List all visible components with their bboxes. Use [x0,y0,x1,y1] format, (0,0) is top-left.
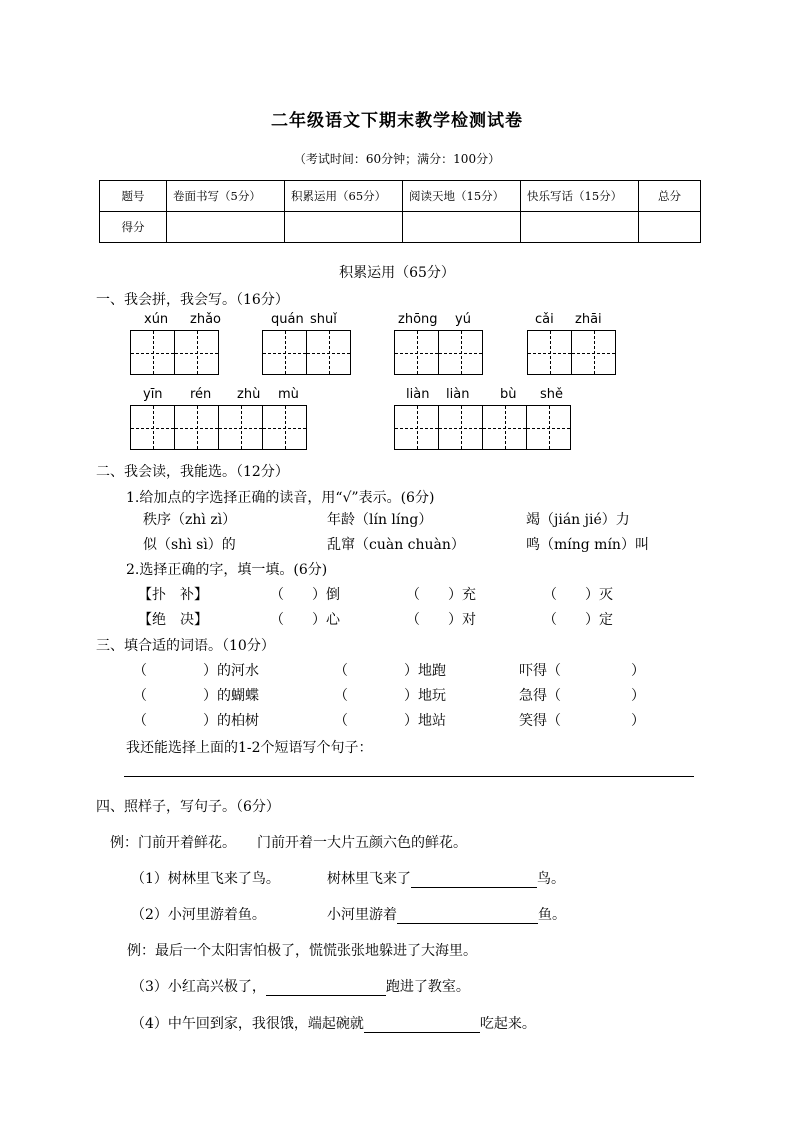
pinyin: zhǎo [190,312,221,327]
pronunciation-item[interactable]: 秩序（zhì zì） [143,512,237,528]
pinyin: yīn [143,387,163,402]
score-table-header: 阅读天地（15分） [403,181,521,212]
pinyin: xún [144,312,169,327]
phrase-blank[interactable]: （ ）地跑 [334,663,446,679]
sentence-text: 小河里游着 [327,907,397,923]
example-sentence: 例：最后一个太阳害怕极了，慌慌张张地躲进了大海里。 [127,943,477,959]
char-blank[interactable]: （ ）灭 [543,587,613,603]
pronunciation-item[interactable]: 鸣（míng mín）叫 [526,537,649,553]
part-title: 积累运用（65分） [339,265,455,281]
score-cell[interactable] [639,212,701,243]
pronunciation-item[interactable]: 年龄（lín líng） [327,512,433,528]
sentence-text: 鸟。 [537,871,565,887]
score-table-header: 题号 [100,181,167,212]
phrase-blank[interactable]: 吓得（ ） [519,663,645,679]
char-blank[interactable]: （ ）对 [406,612,476,628]
q3-title: 三、填合适的词语。（10分） [96,638,275,654]
example-sentence: 例：门前开着鲜花。 门前开着一大片五颜六色的鲜花。 [110,835,467,851]
pinyin: liàn [406,387,430,402]
char-blank[interactable]: （ ）定 [543,612,613,628]
pinyin: shě [540,387,564,402]
fill-blank[interactable] [397,907,538,924]
q1-title: 一、我会拼，我会写。（16分） [96,292,289,308]
score-cell[interactable] [167,212,285,243]
pronunciation-item[interactable]: 似（shì sì）的 [143,537,236,553]
sentence-item-rewrite [131,1013,536,1033]
pinyin: cǎi [535,312,554,327]
phrase-blank[interactable]: 急得（ ） [519,688,645,704]
score-table-header: 卷面书写（5分） [167,181,285,212]
sentence-text: 鱼。 [538,907,566,923]
sentence-item: （1）树林里飞来了鸟。 [131,871,280,887]
pinyin: bù [500,387,517,402]
writing-grid[interactable] [394,330,483,375]
sentence-item-rewrite [327,868,565,888]
score-cell[interactable] [403,212,521,243]
sentence-item-rewrite [131,976,470,996]
sentence-text: 跑进了教室。 [385,979,470,995]
q2-sub1: 1.给加点的字选择正确的读音，用“√”表示。(6分) [126,490,435,506]
score-table-header: 总分 [639,181,701,212]
fill-blank[interactable] [266,979,386,996]
page-title: 二年级语文下期末教学检测试卷 [271,111,523,131]
pinyin: rén [190,387,212,402]
char-choice-label: 【绝 决】 [138,612,208,628]
pronunciation-item[interactable]: 乱窜（cuàn chuàn） [327,537,465,553]
phrase-blank[interactable]: 笑得（ ） [519,713,645,729]
score-table-header-row [100,181,701,212]
score-cell[interactable] [285,212,403,243]
q2-title: 二、我会读，我能选。（12分） [96,464,289,480]
pinyin: zhù [237,387,261,402]
score-table-header: 快乐写话（15分） [521,181,639,212]
phrase-blank[interactable]: （ ）的蝴蝶 [133,688,259,704]
score-table-header: 积累运用（65分） [285,181,403,212]
char-choice-label: 【扑 补】 [138,587,208,603]
q4-title: 四、照样子，写句子。（6分） [96,799,280,815]
score-table [99,180,701,243]
exam-info: （考试时间：60分钟；满分：100分） [293,152,501,166]
pronunciation-item[interactable]: 竭（jián jié）力 [526,512,630,528]
answer-line[interactable] [124,776,694,777]
phrase-blank[interactable]: （ ）的柏树 [133,713,259,729]
sentence-prompt: 我还能选择上面的1-2个短语写个句子： [126,740,373,756]
char-blank[interactable]: （ ）心 [270,612,340,628]
pinyin: zhōng [398,312,438,327]
phrase-blank[interactable]: （ ）地玩 [334,688,446,704]
fill-blank[interactable] [411,871,537,888]
pinyin: yú [455,312,471,327]
sentence-text: 吃起来。 [479,1016,536,1032]
phrase-blank[interactable]: （ ）的河水 [133,663,259,679]
q2-sub2: 2.选择正确的字，填一填。(6分) [126,562,328,578]
score-row-label: 得分 [100,212,167,243]
writing-grid[interactable] [262,330,351,375]
phrase-blank[interactable]: （ ）地站 [334,713,446,729]
score-table-score-row [100,212,701,243]
sentence-text: （4）中午回到家，我很饿，端起碗就 [131,1016,364,1032]
writing-grid[interactable] [394,405,571,450]
sentence-item-rewrite [327,904,566,924]
pinyin: quán [271,312,304,327]
writing-grid[interactable] [130,405,307,450]
char-blank[interactable]: （ ）充 [406,587,476,603]
fill-blank[interactable] [364,1016,480,1033]
score-cell[interactable] [521,212,639,243]
pinyin: shuǐ [310,312,337,327]
sentence-text: 树林里飞来了 [327,871,411,887]
writing-grid[interactable] [130,330,219,375]
sentence-item: （2）小河里游着鱼。 [131,907,266,923]
pinyin: mù [278,387,299,402]
writing-grid[interactable] [527,330,616,375]
pinyin: liàn [446,387,470,402]
sentence-text: （3）小红高兴极了， [131,979,266,995]
char-blank[interactable]: （ ）倒 [270,587,340,603]
pinyin: zhāi [575,312,602,327]
